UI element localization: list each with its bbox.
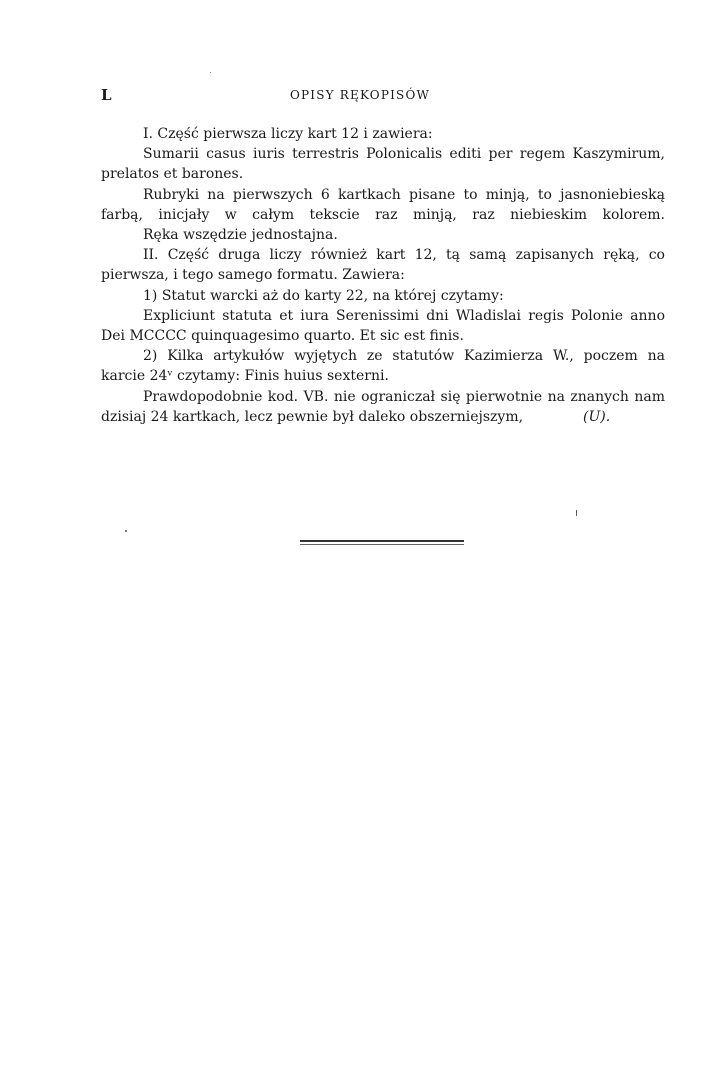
text-line-content: dzisiaj 24 kartkach, lecz pewnie był daleko obszerniejszym, [101,408,524,425]
running-title: OPISY RĘKOPISÓW [289,88,431,102]
text-line: Ręka wszędzie jednostajna. [143,227,338,244]
text-line: Dei MCCCC quinquagesimo quarto. Et sic est finis. [101,328,464,345]
text-line: Rubryki na pierwszych 6 kartkach pisane to minją, to jasnoniebieską [143,186,665,203]
text-line: Prawdopodobnie kod. VB. nie ograniczał się pierwotnie na znanych nam [143,388,665,405]
text-line: pierwsza, i tego samego formatu. Zawiera: [101,267,405,284]
text-line: karcie 24ᵛ czytamy: Finis huius sexterni. [101,368,389,385]
text-line: farbą, inicjały w całym tekscie raz minją, raz niebieskim kolorem. [101,206,665,223]
text-line: 1) Statut warcki aż do karty 22, na której czytamy: [143,287,504,304]
rule-line [300,544,464,545]
text-line: II. Część druga liczy również kart 12, tą samą zapisanych ręką, co [143,247,665,264]
rule-line [300,540,464,542]
section-end-rule [300,540,464,547]
page-number: L [101,86,112,104]
author-signature: (U). [583,408,611,425]
text-line: prelatos et barones. [101,166,244,183]
manuscript-description [101,124,665,427]
text-line: 2) Kilka artykułów wyjętych ze statutów Kazimierza W., poczem na [143,348,665,365]
text-line-last [101,407,665,427]
print-speck [210,72,211,73]
text-line: I. Część pierwsza liczy kart 12 i zawiera: [143,126,433,142]
text-line: Sumarii casus iuris terrestris Polonicalis editi per regem Kaszymirum, [143,146,665,163]
print-speck [576,510,577,516]
text-line: Expliciunt statuta et iura Serenissimi dni Wladislai regis Polonie anno [143,307,665,324]
print-speck [125,530,127,532]
